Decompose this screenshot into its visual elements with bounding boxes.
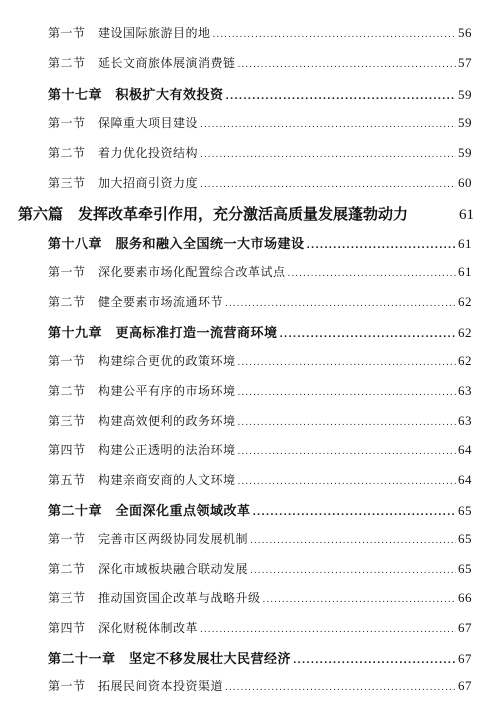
toc-entry-title: 第二节 深化市域板块融合联动发展 [48,562,249,576]
toc-page-number: 59 [458,87,472,102]
toc-entry-title: 第一节 构建综合更优的政策环境 [48,354,236,368]
toc-page-number: 56 [458,25,472,40]
toc-entry-title: 第三节 构建高效便利的政务环境 [48,414,236,428]
toc-entry-title: 第三节 推动国资国企改革与战略升级 [48,591,261,605]
toc-page-number: 57 [458,55,472,70]
toc-section-entry[interactable] [48,677,472,694]
toc-entry-title: 第一节 建设国际旅游目的地 [48,26,211,40]
dot-leader [200,150,456,160]
dot-leader [238,477,456,487]
dot-leader [293,656,456,666]
toc-page-number: 67 [458,678,472,693]
toc-chapter-entry[interactable] [48,84,472,103]
toc-entry-title: 第二节 健全要素市场流通环节 [48,295,224,309]
toc-section-entry[interactable] [48,174,472,191]
dot-leader [263,595,456,605]
toc-section-entry[interactable] [48,263,472,280]
toc-chapter-entry[interactable] [48,648,472,667]
toc-page-number: 62 [458,353,472,368]
toc-page-number: 60 [458,175,472,190]
toc-section-entry[interactable] [48,560,472,577]
toc-page-number: 63 [458,413,472,428]
toc-page-number: 62 [458,294,472,309]
toc-entry-title: 第五节 构建亲商安商的人文环境 [48,473,236,487]
toc-entry-title: 第二十一章 坚定不移发展壮大民营经济 [48,652,292,667]
dot-leader [280,330,456,340]
toc-entry-title: 第十七章 积极扩大有效投资 [48,88,224,103]
toc-section-entry[interactable] [48,412,472,429]
dot-leader [200,625,456,635]
dot-leader [200,120,456,130]
toc-entry-title: 第一节 完善市区两级协同发展机制 [48,532,249,546]
toc-page-number: 67 [458,651,472,666]
toc-section-entry[interactable] [48,619,472,636]
toc-page-number: 59 [458,145,472,160]
toc-page-number: 67 [458,620,472,635]
toc-section-entry[interactable] [48,114,472,131]
toc-section-entry[interactable] [48,589,472,606]
toc-part-entry[interactable] [18,203,474,224]
toc-page-number: 61 [459,207,474,223]
toc-entry-title: 第四节 构建公正透明的法治环境 [48,443,236,457]
toc-entry-title: 第六篇 发挥改革牵引作用，充分激活高质量发展蓬勃动力 [18,205,409,223]
dot-leader [238,418,456,428]
toc-entry-title: 第二十章 全面深化重点领域改革 [48,504,251,519]
dot-leader [225,683,456,693]
toc-section-entry[interactable] [48,382,472,399]
dot-leader [288,269,456,279]
toc-entry-title: 第二节 着力优化投资结构 [48,146,199,160]
toc-page-number: 64 [458,442,472,457]
toc-page-number: 65 [458,561,472,576]
toc-entry-title: 第三节 加大招商引资力度 [48,176,199,190]
toc-entry-title: 第一节 保障重大项目建设 [48,116,199,130]
toc-page-number: 65 [458,531,472,546]
dot-leader [238,388,456,398]
dot-leader [238,358,456,368]
toc-section-entry[interactable] [48,293,472,310]
toc-entry-title: 第二节 构建公平有序的市场环境 [48,384,236,398]
toc-entry-title: 第一节 拓展民间资本投资渠道 [48,679,224,693]
toc-page-number: 66 [458,590,472,605]
toc-entry-title: 第十九章 更高标准打造一流营商环境 [48,326,278,341]
toc-section-entry[interactable] [48,54,472,71]
toc-page-number: 61 [458,264,472,279]
toc-chapter-entry[interactable] [48,322,472,341]
dot-leader [238,60,456,70]
toc-entry-title: 第四节 深化财税体制改革 [48,621,199,635]
toc-page-number: 63 [458,383,472,398]
toc-section-entry[interactable] [48,441,472,458]
toc-section-entry[interactable] [48,144,472,161]
dot-leader [225,299,456,309]
toc-section-entry[interactable] [48,471,472,488]
toc-section-entry[interactable] [48,352,472,369]
toc-entry-title: 第十八章 服务和融入全国统一大市场建设 [48,237,305,252]
toc-page-number: 62 [458,325,472,340]
dot-leader [307,241,456,251]
toc-page-number: 64 [458,472,472,487]
dot-leader [213,30,456,40]
toc-entry-title: 第二节 延长文商旅体展演消费链 [48,56,236,70]
dot-leader [226,92,456,102]
toc-page-number: 59 [458,115,472,130]
dot-leader [250,566,456,576]
toc-page-number: 61 [458,236,472,251]
dot-leader [200,180,456,190]
dot-leader [250,536,456,546]
toc-section-entry[interactable] [48,530,472,547]
dot-leader [253,508,456,518]
toc-section-entry[interactable] [48,24,472,41]
dot-leader [238,447,456,457]
toc-chapter-entry[interactable] [48,500,472,519]
toc-entry-title: 第一节 深化要素市场化配置综合改革试点 [48,265,286,279]
toc-chapter-entry[interactable] [48,233,472,252]
toc-page-number: 65 [458,503,472,518]
